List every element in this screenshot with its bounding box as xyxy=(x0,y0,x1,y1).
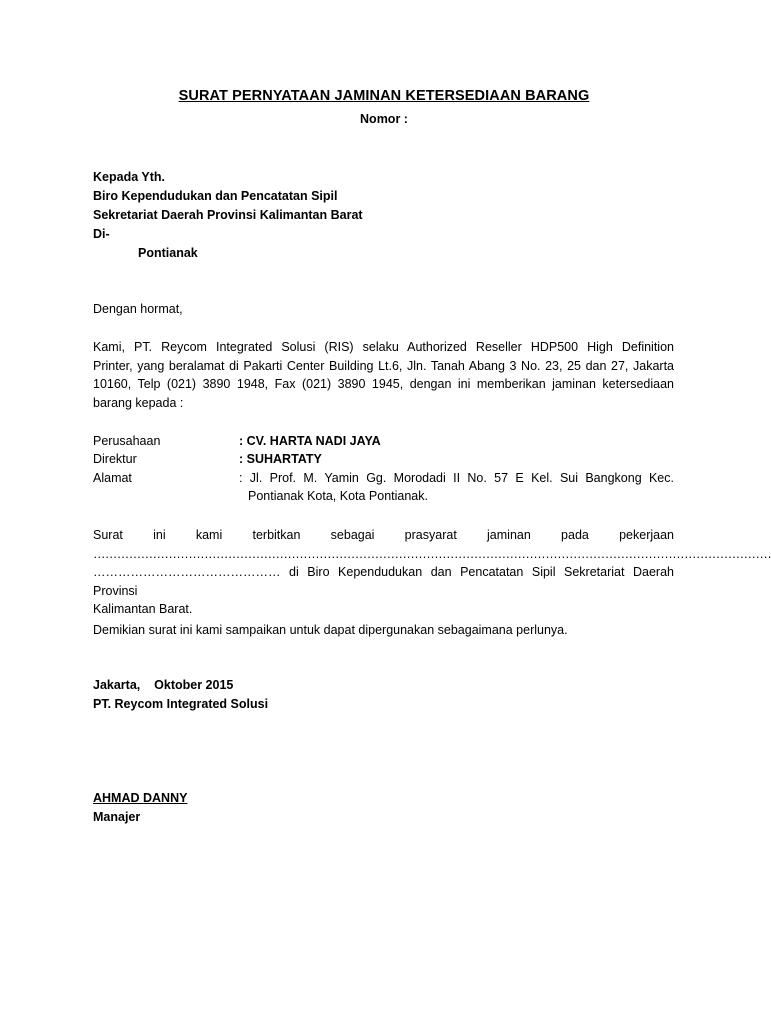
signatory-title: Manajer xyxy=(93,810,141,824)
intro-line-2: Printer, yang beralamat di Pakarti Center Building Lt.6, Jln. Tanah Abang 3 No. 23, 25 dan 27, Jakarta xyxy=(93,358,674,373)
greeting: Dengan hormat, xyxy=(93,302,183,316)
address-line-1: : Jl. Prof. M. Yamin Gg. Morodadi II No. 57 E Kel. Sui Bangkong Kec. xyxy=(239,471,674,485)
recipient-line-1: Biro Kependudukan dan Pencatatan Sipil xyxy=(93,189,338,203)
address-label: Alamat xyxy=(93,471,132,485)
purpose-line-1: Surat ini kami terbitkan sebagai prasyarat jaminan pada pekerjaan xyxy=(93,528,674,542)
recipient-city: Pontianak xyxy=(138,246,198,260)
closing-statement: Demikian surat ini kami sampaikan untuk dapat dipergunakan sebagaimana perlunya. xyxy=(93,623,568,637)
purpose-line-2: ……………………………………………………………………………………………………………………………………………………… xyxy=(93,546,771,561)
intro-line-3: 10160, Telp (021) 3890 1948, Fax (021) 3890 1945, dengan ini memberikan jaminan ketersediaan xyxy=(93,377,674,391)
company-signature: PT. Reycom Integrated Solusi xyxy=(93,697,269,711)
recipient-salutation: Kepada Yth. xyxy=(93,170,166,184)
director-label: Direktur xyxy=(93,452,137,466)
company-value: : CV. HARTA NADI JAYA xyxy=(239,434,381,448)
company-label: Perusahaan xyxy=(93,434,161,448)
purpose-line-3: ……………………………………… di Biro Kependudukan dan Pencatatan Sipil Sekretariat Daerah Provinsi xyxy=(93,565,674,598)
intro-line-4: barang kepada : xyxy=(93,395,184,410)
signatory-name: AHMAD DANNY xyxy=(93,791,188,805)
purpose-paragraph xyxy=(93,526,771,619)
recipient-line-2: Sekretariat Daerah Provinsi Kalimantan Barat xyxy=(93,208,363,222)
address-value xyxy=(239,469,674,505)
place-date: Jakarta, Oktober 2015 xyxy=(93,678,234,692)
intro-line-1: Kami, PT. Reycom Integrated Solusi (RIS) selaku Authorized Reseller HDP500 High Definition xyxy=(93,340,674,354)
recipient-line-3: Di- xyxy=(93,227,110,241)
letter-title: SURAT PERNYATAAN JAMINAN KETERSEDIAAN BARANG xyxy=(178,88,590,104)
purpose-line-4: Kalimantan Barat. xyxy=(93,602,193,616)
address-line-2: Pontianak Kota, Kota Pontianak. xyxy=(248,489,428,503)
director-value: : SUHARTATY xyxy=(239,452,322,466)
letter-number: Nomor : xyxy=(360,112,408,126)
intro-paragraph xyxy=(93,338,674,412)
